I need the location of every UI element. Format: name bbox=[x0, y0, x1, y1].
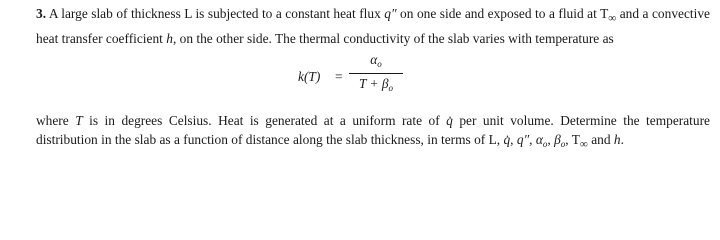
heat-flux-symbol: q″ bbox=[516, 132, 530, 148]
equation-lhs: k(T) bbox=[298, 68, 321, 84]
separator: , T bbox=[565, 132, 580, 148]
fraction-denominator bbox=[349, 74, 403, 98]
q-dot-symbol: q̇ bbox=[503, 132, 511, 148]
problem-paragraph-2 bbox=[36, 111, 710, 156]
text: is in degrees Celsius. Heat is generated at a uniform rate of bbox=[82, 112, 447, 128]
subscript: o bbox=[388, 82, 394, 93]
h-symbol: h bbox=[613, 132, 621, 148]
q-dot-symbol: q̇ bbox=[446, 112, 453, 128]
alpha-symbol: α bbox=[370, 51, 378, 67]
text: and a convective heat transfer coefficient bbox=[36, 6, 710, 47]
problem-paragraph-1 bbox=[36, 4, 710, 49]
separator: , bbox=[529, 132, 536, 148]
infinity-subscript: ∞ bbox=[579, 138, 588, 151]
problem-statement bbox=[36, 4, 710, 155]
separator: , bbox=[547, 132, 555, 148]
text: per unit volume. Determine the temperature distribution in the slab as a function of distance along the slab thickness, in terms of L, bbox=[36, 112, 710, 148]
subscript: o bbox=[560, 139, 566, 150]
subscript: o bbox=[377, 58, 382, 69]
infinity-subscript: ∞ bbox=[608, 12, 617, 25]
fraction-numerator bbox=[349, 51, 403, 74]
text: . bbox=[620, 132, 624, 148]
text: , on the other side. The thermal conductivity of the slab varies with temperature as bbox=[172, 31, 614, 47]
h-symbol: h bbox=[166, 31, 173, 47]
subscript: o bbox=[542, 139, 548, 150]
text: and bbox=[587, 132, 614, 148]
text: A large slab of thickness L is subjected to a constant heat flux bbox=[48, 6, 385, 21]
alpha-symbol: α bbox=[535, 132, 543, 148]
beta-symbol: β bbox=[554, 132, 561, 148]
separator: , bbox=[510, 132, 517, 148]
problem-number: 3. bbox=[36, 6, 47, 21]
equation-equals: = bbox=[335, 68, 343, 84]
text: on one side and exposed to a fluid at T bbox=[396, 6, 609, 21]
equation-fraction bbox=[349, 51, 403, 98]
conductivity-equation bbox=[36, 49, 710, 103]
t-symbol: T bbox=[75, 112, 83, 128]
text: where bbox=[36, 112, 76, 128]
heat-flux-symbol: q″ bbox=[384, 6, 397, 21]
denominator-text: T + β bbox=[358, 75, 389, 91]
